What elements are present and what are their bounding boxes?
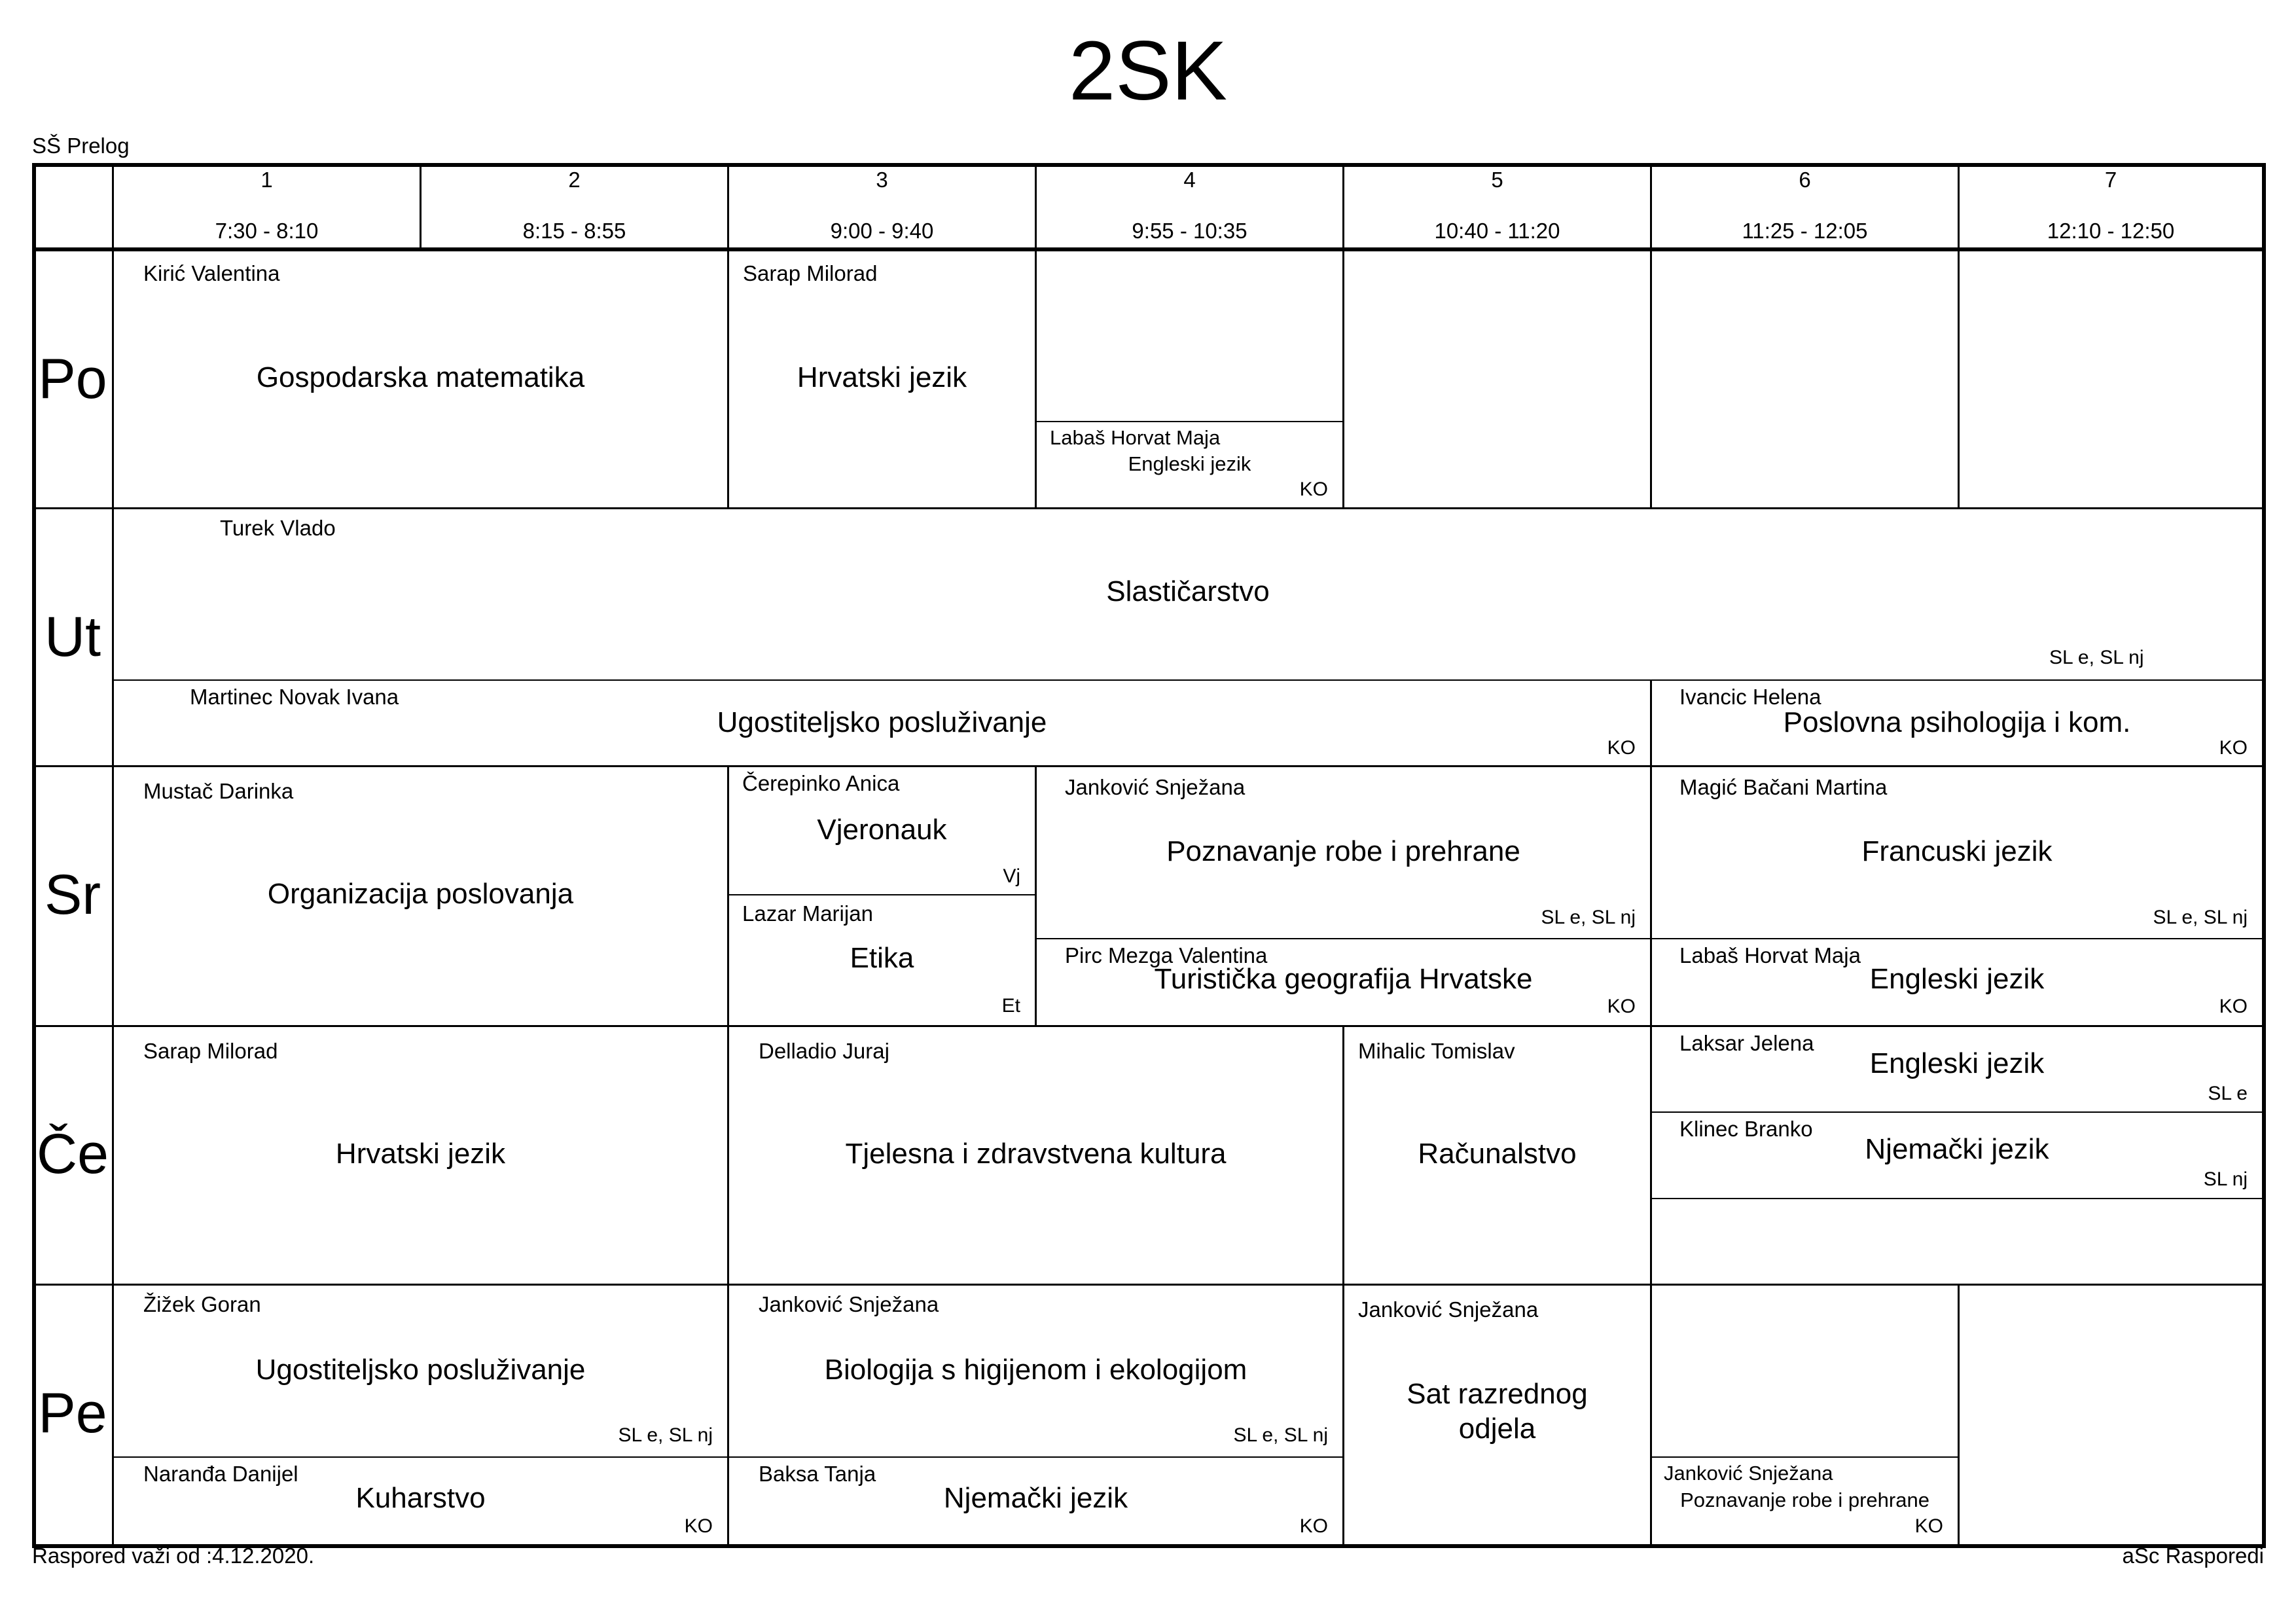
period-number: 5	[1491, 168, 1503, 192]
cell-divider	[1342, 249, 1344, 509]
group-label: SL e, SL nj	[2153, 907, 2248, 928]
day-label-friday: Pe	[38, 1382, 107, 1445]
teacher-name: Labaš Horvat Maja	[1050, 426, 1221, 449]
teacher-name: Klinec Branko	[1679, 1117, 1813, 1141]
frame-right	[2262, 163, 2266, 1548]
lesson-card[interactable]	[729, 249, 1035, 507]
frame-bottom	[32, 1544, 2265, 1548]
period-number: 6	[1799, 168, 1811, 192]
group-label: KO	[1607, 737, 1636, 759]
lesson-card[interactable]	[1652, 1027, 2262, 1111]
teacher-name: Sarap Milorad	[743, 261, 878, 285]
lesson-card[interactable]	[1037, 767, 1650, 938]
group-label: SL e, SL nj	[2049, 647, 2144, 668]
lesson-card[interactable]	[1652, 939, 2262, 1025]
lesson-card[interactable]	[114, 249, 727, 507]
cell-divider	[1650, 249, 1652, 509]
subject-name: Ugostiteljsko posluživanje	[717, 706, 1047, 738]
subject-name: Tjelesna i zdravstvena kultura	[845, 1138, 1227, 1170]
group-label: KO	[1299, 1515, 1328, 1537]
subject-name: Slastičarstvo	[1106, 575, 1270, 607]
lesson-card[interactable]	[729, 1027, 1342, 1284]
teacher-name: Martinec Novak Ivana	[190, 685, 399, 709]
school-name: SŠ Prelog	[32, 134, 130, 158]
subject-name: Vjeronauk	[817, 814, 947, 846]
lesson-card[interactable]	[114, 509, 2262, 679]
teacher-name: Mihalic Tomislav	[1358, 1039, 1515, 1063]
day-label-wednesday: Sr	[45, 863, 101, 926]
cell-divider	[1958, 249, 1960, 509]
group-label: KO	[684, 1515, 713, 1537]
lesson-card[interactable]	[1652, 1113, 2262, 1198]
period-number: 2	[568, 168, 581, 192]
subject-name: Gospodarska matematika	[256, 361, 585, 393]
subject-name: Etika	[850, 942, 914, 974]
group-label: SL e, SL nj	[618, 1424, 713, 1446]
subject-name: Francuski jezik	[1861, 835, 2053, 867]
period-time: 8:15 - 8:55	[522, 219, 626, 243]
teacher-name: Čerepinko Anica	[742, 771, 900, 795]
period-time: 10:40 - 11:20	[1434, 219, 1560, 243]
subject-name: Poslovna psihologija i kom.	[1783, 706, 2131, 738]
subject-name: Poznavanje robe i prehrane	[1166, 835, 1520, 867]
period-time: 12:10 - 12:50	[2047, 219, 2175, 243]
lesson-card[interactable]	[114, 681, 1650, 765]
subject-name: Ugostiteljsko posluživanje	[255, 1354, 586, 1386]
lesson-card[interactable]	[729, 767, 1035, 894]
period-time: 7:30 - 8:10	[215, 219, 319, 243]
lesson-card[interactable]	[1037, 939, 1650, 1025]
subject-name: Turistička geografija Hrvatske	[1154, 963, 1533, 995]
group-label: KO	[1607, 996, 1636, 1017]
period-time: 11:25 - 12:05	[1742, 219, 1868, 243]
teacher-name: Mustač Darinka	[143, 779, 294, 803]
subject-name: Računalstvo	[1418, 1138, 1577, 1170]
group-label: KO	[1299, 478, 1328, 500]
lesson-card[interactable]	[729, 895, 1035, 1025]
group-label: SL e, SL nj	[1541, 907, 1636, 928]
lesson-card[interactable]	[114, 1458, 727, 1544]
day-label-monday: Po	[38, 348, 107, 410]
lesson-card[interactable]	[114, 1027, 727, 1284]
teacher-name: Kirić Valentina	[143, 261, 280, 285]
page-title: 2SK	[1069, 24, 1227, 118]
group-label: SL e, SL nj	[1233, 1424, 1328, 1446]
teacher-name: Naranđa Danijel	[143, 1462, 298, 1486]
subject-name: Njemački jezik	[943, 1482, 1128, 1514]
subject-name: Organizacija poslovanja	[267, 878, 574, 910]
cell-divider	[1958, 1284, 1960, 1546]
valid-from-note: Raspored važi od :4.12.2020.	[32, 1543, 315, 1568]
subject-name-line1: Sat razrednog	[1407, 1378, 1588, 1410]
subject-name: Biologija s higijenom i ekologijom	[824, 1354, 1247, 1386]
group-label: KO	[1914, 1515, 1943, 1537]
cell-divider	[1650, 1198, 2264, 1199]
teacher-name: Janković Snježana	[1358, 1297, 1539, 1322]
period-number: 3	[876, 168, 888, 192]
software-credit: aSc Rasporedi	[2122, 1543, 2264, 1568]
group-label: Et	[1001, 995, 1020, 1017]
subject-name: Engleski jezik	[1869, 1047, 2045, 1079]
group-label: SL e	[2208, 1083, 2248, 1104]
subject-name: Hrvatski jezik	[335, 1138, 506, 1170]
lesson-card[interactable]	[1652, 1458, 1958, 1544]
group-label: KO	[2219, 996, 2248, 1017]
group-label: KO	[2219, 737, 2248, 759]
teacher-name: Janković Snježana	[1065, 775, 1246, 799]
teacher-name: Delladio Juraj	[759, 1039, 889, 1063]
subject-name: Engleski jezik	[1869, 963, 2045, 995]
group-label: Vj	[1003, 865, 1020, 887]
day-label-thursday: Če	[37, 1123, 109, 1185]
teacher-name: Magić Bačani Martina	[1679, 775, 1888, 799]
lesson-card[interactable]	[1652, 767, 2262, 938]
teacher-name: Turek Vlado	[220, 516, 336, 540]
period-number: 1	[260, 168, 273, 192]
teacher-name: Sarap Milorad	[143, 1039, 278, 1063]
period-number: 4	[1183, 168, 1196, 192]
subject-name: Kuharstvo	[355, 1482, 486, 1514]
subject-name: Njemački jezik	[1865, 1133, 2049, 1165]
teacher-name: Lazar Marijan	[742, 901, 873, 926]
period-number: 7	[2104, 168, 2117, 192]
subject-name: Engleski jezik	[1128, 452, 1251, 475]
teacher-name: Baksa Tanja	[759, 1462, 876, 1486]
teacher-name: Ivancic Helena	[1679, 685, 1821, 709]
frame-top	[32, 163, 2265, 167]
lesson-card[interactable]	[729, 1458, 1342, 1544]
lesson-card[interactable]	[114, 1286, 727, 1456]
teacher-name: Laksar Jelena	[1679, 1031, 1814, 1055]
lesson-card[interactable]	[1037, 422, 1342, 507]
teacher-name: Pirc Mezga Valentina	[1065, 943, 1268, 967]
subject-name: Hrvatski jezik	[797, 361, 967, 393]
subject-name-line2: odjela	[1458, 1413, 1536, 1445]
lesson-card[interactable]	[729, 1286, 1342, 1456]
period-time: 9:55 - 10:35	[1132, 219, 1247, 243]
lesson-card[interactable]	[1344, 1286, 1650, 1544]
teacher-name: Labaš Horvat Maja	[1679, 943, 1861, 967]
lesson-card[interactable]	[1344, 1027, 1650, 1284]
period-time: 9:00 - 9:40	[830, 219, 934, 243]
teacher-name: Janković Snježana	[1664, 1462, 1833, 1485]
subject-name: Poznavanje robe i prehrane	[1680, 1489, 1929, 1511]
teacher-name: Janković Snježana	[759, 1292, 939, 1316]
teacher-name: Žižek Goran	[143, 1292, 261, 1316]
lesson-card[interactable]	[1652, 681, 2262, 765]
lesson-card[interactable]	[114, 767, 727, 1025]
day-label-tuesday: Ut	[45, 605, 101, 668]
group-label: SL nj	[2203, 1168, 2248, 1190]
